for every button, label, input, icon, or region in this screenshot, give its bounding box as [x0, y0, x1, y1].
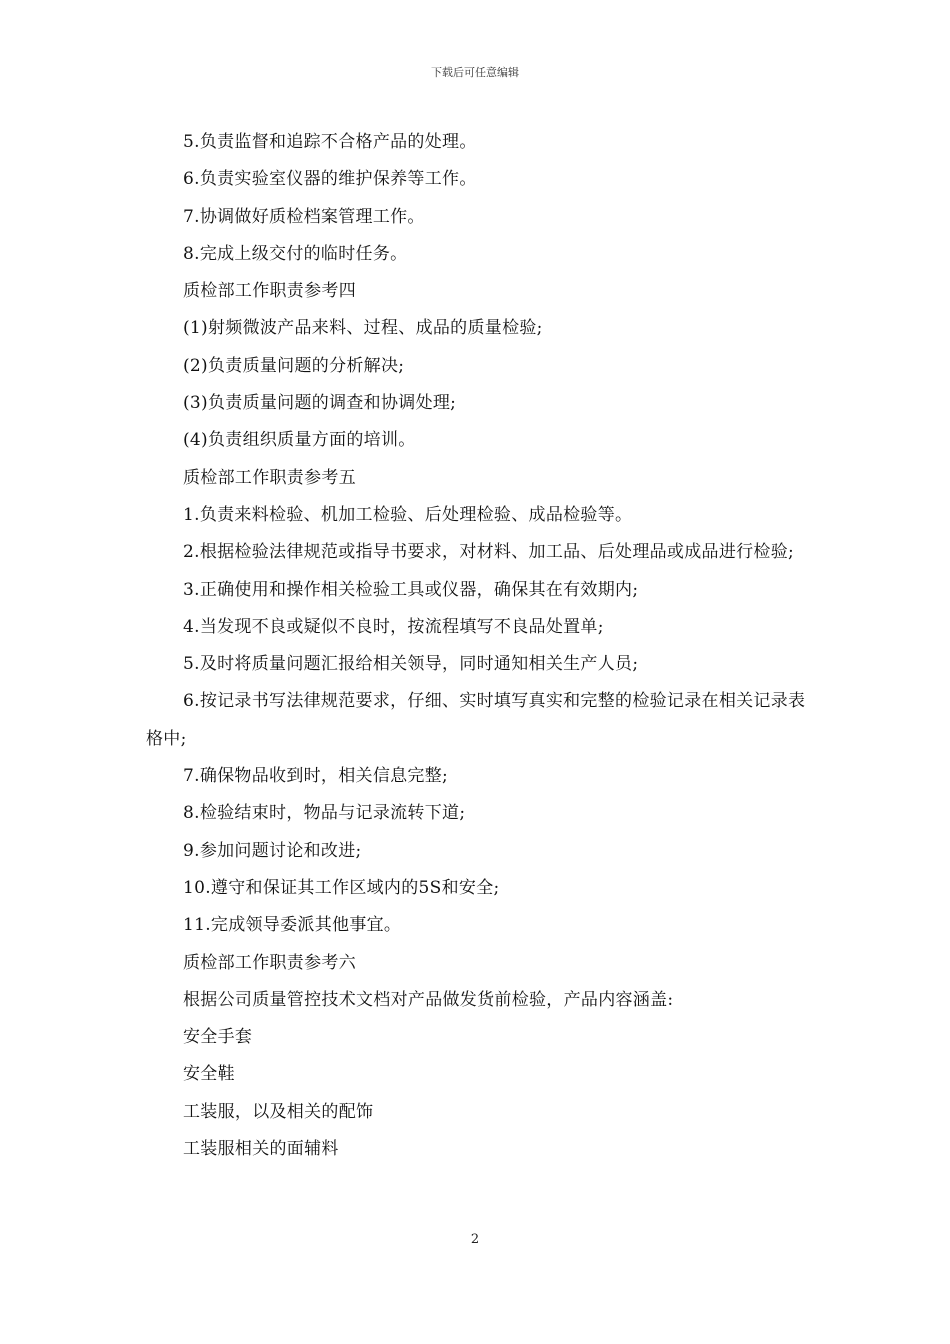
paragraph-item-6: 6.负责实验室仪器的维护保养等工作。: [183, 169, 477, 190]
list-item: 9.参加问题讨论和改进;: [183, 840, 362, 861]
list-item: (2)负责质量问题的分析解决;: [183, 355, 405, 376]
list-item: (1)射频微波产品来料、过程、成品的质量检验;: [183, 318, 543, 339]
product-item: 安全鞋: [183, 1064, 235, 1085]
list-item: (4)负责组织质量方面的培训。: [183, 430, 416, 451]
section-heading-six: 质检部工作职责参考六: [183, 952, 356, 973]
product-item: 工装服，以及相关的配饰: [183, 1101, 374, 1122]
product-item: 安全手套: [183, 1027, 253, 1048]
paragraph-intro: 根据公司质量管控技术文档对产品做发货前检验，产品内容涵盖:: [183, 989, 674, 1010]
list-item: 7.确保物品收到时，相关信息完整;: [183, 766, 449, 787]
document-body: [146, 124, 808, 1168]
list-item: 5.及时将质量问题汇报给相关领导，同时通知相关生产人员;: [183, 654, 639, 675]
page-header: 下载后可任意编辑: [431, 66, 519, 79]
paragraph-item-7: 7.协调做好质检档案管理工作。: [183, 206, 425, 227]
list-item: 1.负责来料检验、机加工检验、后处理检验、成品检验等。: [183, 504, 633, 525]
product-item: 工装服相关的面辅料: [183, 1139, 339, 1160]
section-heading-five: 质检部工作职责参考五: [183, 467, 356, 488]
paragraph-item-8: 8.完成上级交付的临时任务。: [183, 243, 408, 264]
section-heading-four: 质检部工作职责参考四: [183, 281, 356, 302]
list-item: 10.遵守和保证其工作区域内的5S和安全;: [183, 877, 500, 898]
list-item: 2.根据检验法律规范或指导书要求，对材料、加工品、后处理品或成品进行检验;: [183, 542, 795, 563]
paragraph-item-5: 5.负责监督和追踪不合格产品的处理。: [183, 132, 477, 152]
list-item: 3.正确使用和操作相关检验工具或仪器，确保其在有效期内;: [183, 579, 639, 600]
list-item: (3)负责质量问题的调查和协调处理;: [183, 393, 457, 414]
page-number: 2: [470, 1232, 480, 1247]
list-item: 6.按记录书写法律规范要求，仔细、实时填写真实和完整的检验记录在相关记录表格中;: [146, 691, 806, 749]
list-item: 4.当发现不良或疑似不良时，按流程填写不良品处置单;: [183, 616, 604, 637]
list-item: 11.完成领导委派其他事宜。: [183, 915, 402, 936]
list-item: 8.检验结束时，物品与记录流转下道;: [183, 803, 466, 824]
